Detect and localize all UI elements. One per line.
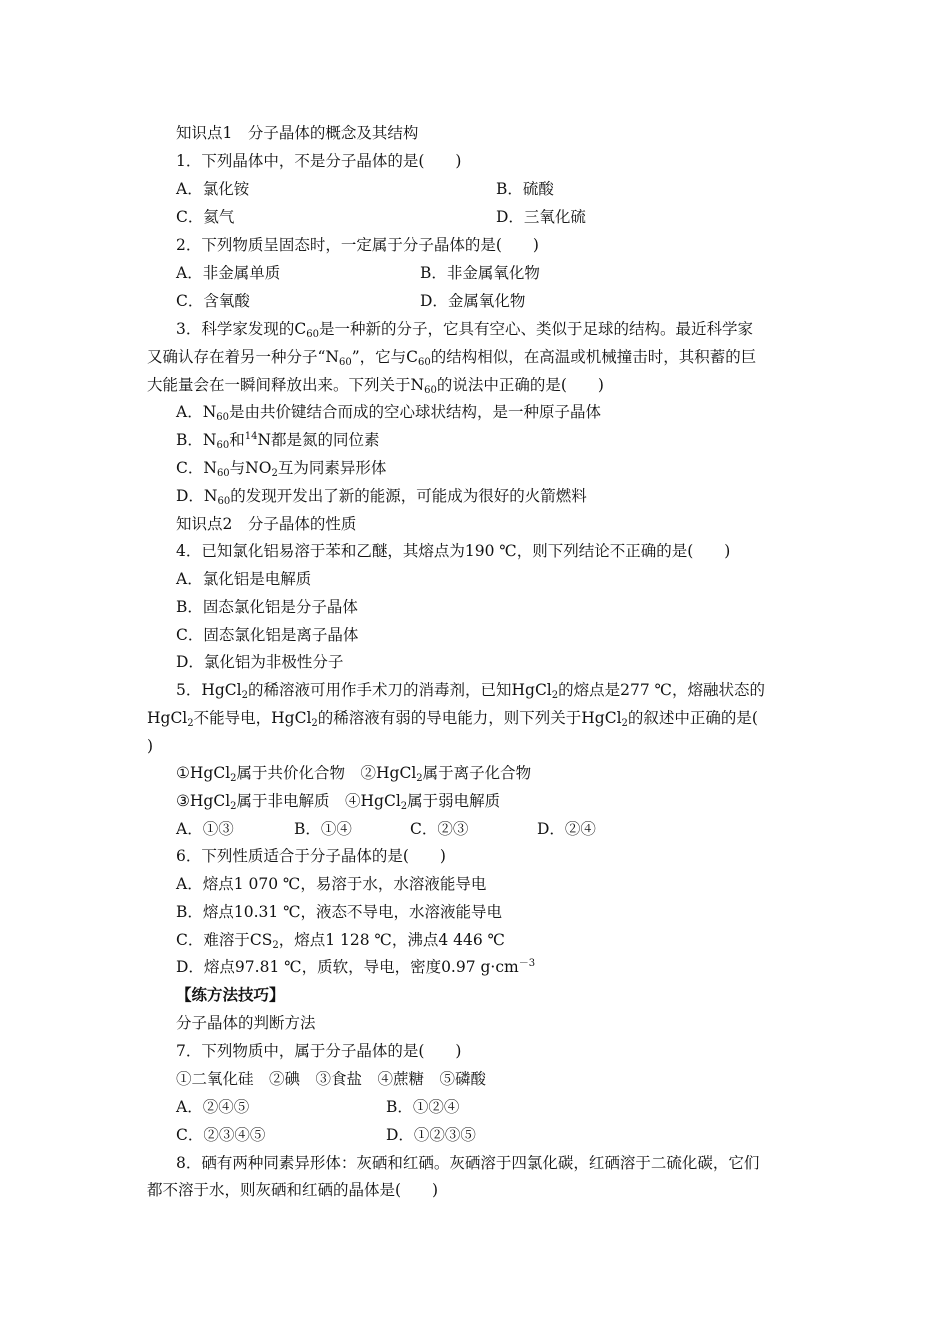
method-heading: 【练方法技巧】 (176, 985, 285, 1004)
q4-stem: 4．已知氯化铝易溶于苯和乙醚，其熔点为190 ℃，则下列结论不正确的是( ) (176, 542, 731, 560)
q1-option-b: B．硫酸 (496, 180, 554, 198)
section-title-2: 知识点2 分子晶体的性质 (176, 515, 357, 533)
q8-line-1: 8．硒有两种同素异形体：灰硒和红硒。灰硒溶于四氯化碳，红硒溶于二硫化碳，它们 (176, 1154, 760, 1172)
q7-option-a: A．②④⑤ (176, 1098, 250, 1116)
q4-option-d: D．氯化铝为非极性分子 (176, 653, 344, 671)
q3-option-d: D．$N_{60}$的发现开发出了新的能源，可能成为很好的火箭燃料 (176, 487, 587, 507)
q5-line-2: HgCl$_2$不能导电，HgCl$_2$的稀溶液有弱的导电能力，则下列关于HgCl$_2$的叙述中正确的是( (147, 709, 758, 729)
q5-option-a: A．①③ (176, 820, 234, 838)
q3-option-c: C．$N_{60}$与$NO_2$互为同素异形体 (176, 459, 387, 479)
q5-option-c: C．②③ (410, 820, 469, 838)
q4-option-b: B．固态氯化铝是分子晶体 (176, 598, 358, 616)
q6-option-d: D．熔点97.81 ℃，质软，导电，密度0.97 $g\cdot cm^{-3}$ (176, 958, 536, 976)
q4-option-a: A．氯化铝是电解质 (176, 570, 312, 588)
q7-option-c: C．②③④⑤ (176, 1126, 266, 1144)
q2-stem: 2．下列物质呈固态时，一定属于分子晶体的是( ) (176, 236, 539, 254)
q2-option-d: D．金属氧化物 (420, 292, 526, 310)
q6-stem: 6．下列性质适合于分子晶体的是( ) (176, 847, 446, 865)
q2-option-c: C．含氧酸 (176, 292, 250, 310)
q3-line-3: 大能量会在一瞬间释放出来。下列关于$N_{60}$的说法中正确的是( ) (147, 376, 604, 396)
q5-line-3: ) (147, 737, 154, 755)
q2-option-b: B．非金属氧化物 (420, 264, 540, 282)
q3-option-a: A．$N_{60}$是由共价键结合而成的空心球状结构，是一种原子晶体 (176, 403, 602, 423)
q5-option-d: D．②④ (537, 820, 596, 838)
q7-option-d: D．①②③⑤ (386, 1126, 476, 1144)
q6-option-a: A．熔点1 070 ℃，易溶于水，水溶液能导电 (176, 875, 487, 893)
q1-option-a: A．氯化铵 (176, 180, 250, 198)
q5-line-1: 5．HgCl$_2$的稀溶液可用作手术刀的消毒剂，已知HgCl$_2$的熔点是277 ℃，熔融状态的 (176, 681, 765, 701)
q1-option-d: D．三氧化硫 (496, 208, 586, 226)
method-title: 分子晶体的判断方法 (176, 1014, 316, 1032)
q3-option-b: B．$N_{60}$和$^{14}$N都是氮的同位素 (176, 431, 380, 451)
q3-line-2: 又确认存在着另一种分子“$N_{60}$”，它与$C_{60}$的结构相似，在高温或机械撞击时，其积蓄的巨 (147, 348, 757, 368)
q3-line-1: 3．科学家发现的$C_{60}$是一种新的分子，它具有空心、类似于足球的结构。最近科学家 (176, 320, 753, 340)
q5-statements-2: ③HgCl$_2$属于非电解质 ④HgCl$_2$属于弱电解质 (176, 792, 501, 812)
q8-line-2: 都不溶于水，则灰硒和红硒的晶体是( ) (147, 1181, 439, 1199)
q6-option-b: B．熔点10.31 ℃，液态不导电，水溶液能导电 (176, 903, 503, 921)
q5-option-b: B．①④ (294, 820, 352, 838)
q5-statements-1: ①HgCl$_2$属于共价化合物 ②HgCl$_2$属于离子化合物 (176, 764, 532, 784)
q7-list: ①二氧化硅 ②碘 ③食盐 ④蔗糖 ⑤磷酸 (176, 1070, 487, 1088)
q6-option-c: C．难溶于$CS_2$，熔点1 128 ℃，沸点4 446 ℃ (176, 931, 505, 951)
q2-option-a: A．非金属单质 (176, 264, 281, 282)
q7-stem: 7．下列物质中，属于分子晶体的是( ) (176, 1042, 462, 1060)
q7-option-b: B．①②④ (386, 1098, 460, 1116)
q1-option-c: C．氦气 (176, 208, 235, 226)
q1-stem: 1．下列晶体中，不是分子晶体的是( ) (176, 152, 462, 170)
q4-option-c: C．固态氯化铝是离子晶体 (176, 626, 359, 644)
section-title-1: 知识点1 分子晶体的概念及其结构 (176, 124, 419, 142)
